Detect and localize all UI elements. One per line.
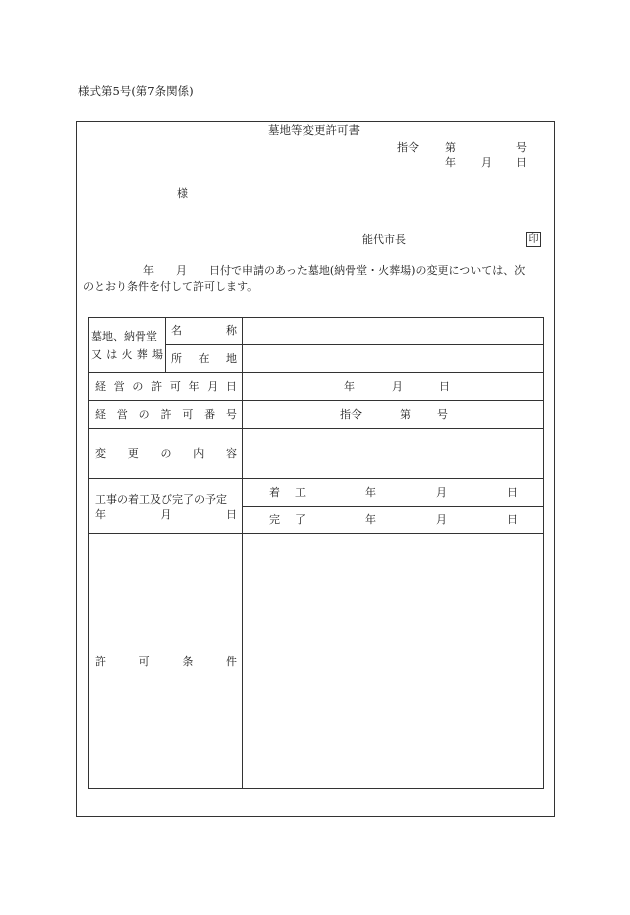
body-line1-text: 日付で申請のあった墓地(納骨堂・火葬場)の変更については、次 [209,264,526,277]
row-divider-facility [88,372,544,373]
permit-number-shirei: 指令 [340,408,362,421]
complete-day: 日 [507,513,518,526]
start-year: 年 [365,486,376,499]
row-divider-permit-date [88,400,544,401]
complete-label-c1: 完 [269,513,280,526]
schedule-label-1: 工事の着工及び完了の予定 [95,493,227,506]
start-label-c2: 工 [295,486,306,499]
permit-date-label: 経 営 の 許 可 年 月 日 [95,380,237,393]
document-title: 墓地等変更許可書 [268,123,360,137]
col-divider-facility [165,317,166,372]
facility-group-label-2: 又 は 火 葬 場 [91,348,163,361]
row-divider-name [165,344,544,345]
row-divider-permit-number [88,428,544,429]
schedule-label-2: 年 月 日 [95,508,237,521]
complete-year: 年 [365,513,376,526]
seal-mark: 印 [526,232,541,247]
conditions-label: 許 可 条 件 [95,655,237,668]
body-line2-text: のとおり条件を付して許可します。 [83,280,259,293]
start-day: 日 [507,486,518,499]
permit-date-month: 月 [392,380,403,393]
date-year: 年 [445,156,456,169]
issuer-name: 能代市長 [362,233,406,246]
row-divider-change [88,478,544,479]
complete-month: 月 [436,513,447,526]
col-divider-main [242,317,243,789]
body-year: 年 [143,264,154,277]
permit-number-dai: 第 [400,408,411,421]
start-month: 月 [436,486,447,499]
doc-number-dai: 第 [445,141,456,154]
date-day: 日 [516,156,527,169]
name-label: 名 称 [171,324,237,337]
permit-date-year: 年 [344,380,355,393]
body-paragraph [83,263,553,295]
permit-number-go: 号 [437,408,448,421]
permit-date-day: 日 [439,380,450,393]
row-divider-start [242,506,544,507]
date-month: 月 [481,156,492,169]
addressee-suffix: 様 [177,187,188,200]
doc-number-shirei: 指令 [397,141,419,154]
change-content-label: 変 更 の 内 容 [95,447,237,460]
body-month: 月 [176,264,187,277]
row-divider-schedule [88,533,544,534]
facility-group-label-1: 墓地、納骨堂 [91,330,157,343]
location-label: 所 在 地 [171,352,237,365]
complete-label-c2: 了 [295,513,306,526]
permit-number-label: 経 営 の 許 可 番 号 [95,408,237,421]
doc-number-go: 号 [516,141,527,154]
form-number-label: 様式第5号(第7条関係) [78,84,194,98]
start-label-c1: 着 [269,486,280,499]
